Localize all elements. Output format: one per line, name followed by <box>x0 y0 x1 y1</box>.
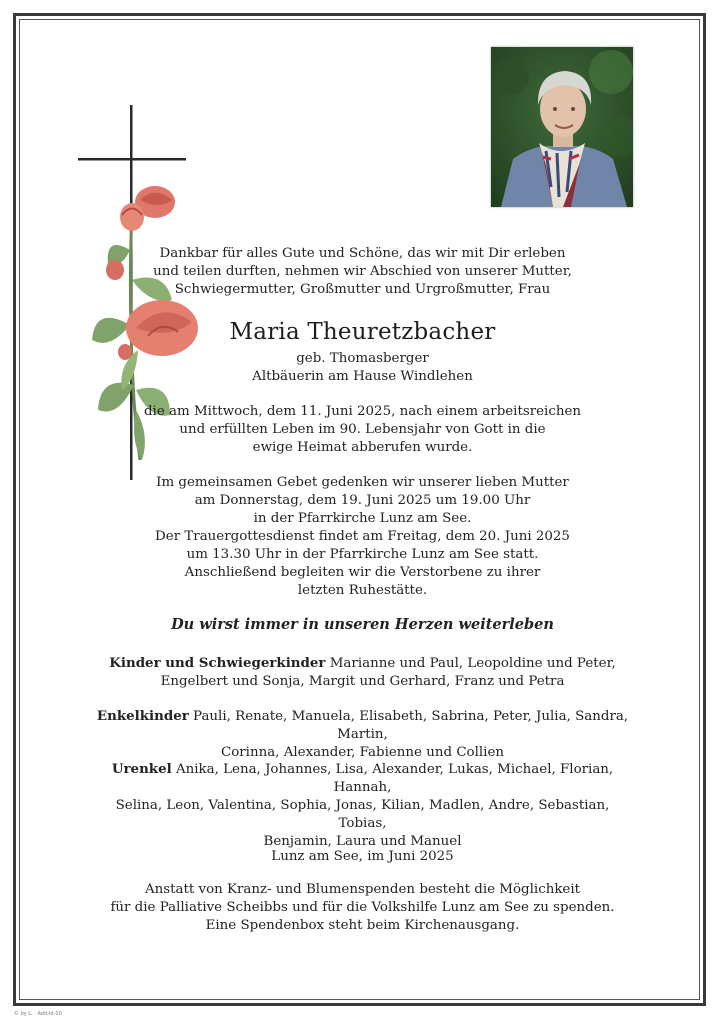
intro-line: Dankbar für alles Gute und Schöne, das wir mit Dir erleben <box>159 246 566 261</box>
motto: Du wirst immer in unseren Herzen weiterleben <box>171 616 554 633</box>
intro-line: Schwiegermutter, Großmutter und Urgroßmutter, Frau <box>174 282 551 297</box>
death-notice <box>90 403 635 457</box>
death-line: die am Mittwoch, dem 11. Juni 2025, nach einem arbeitsreichen <box>143 404 582 419</box>
donation-line: Eine Spendenbox steht beim Kirchenausgang. <box>205 918 520 933</box>
grandchildren-line <box>90 707 635 744</box>
deceased-details <box>90 350 635 386</box>
service-line: Im gemeinsamen Gebet gedenken wir unserer lieben Mutter <box>156 475 569 490</box>
service-line: in der Pfarrkirche Lunz am See. <box>253 511 472 526</box>
service-line: letzten Ruhestätte. <box>297 583 428 598</box>
great-grandchildren-line: Benjamin, Laura und Manuel <box>263 834 462 849</box>
great-grandchildren-label: Urenkel <box>111 761 172 777</box>
death-line: ewige Heimat abberufen wurde. <box>252 440 473 455</box>
grandchildren-line: Corinna, Alexander, Fabienne und Collien <box>220 745 505 760</box>
children-label: Kinder und Schwiegerkinder <box>109 655 326 671</box>
service-line: um 13.30 Uhr in der Pfarrkirche Lunz am See statt. <box>186 547 539 562</box>
grandchildren-list <box>90 707 635 762</box>
great-grandchildren-line <box>90 760 635 797</box>
great-grandchildren-list <box>90 760 635 851</box>
grandchildren-names: Pauli, Renate, Manuela, Elisabeth, Sabrina, Peter, Julia, Sandra, Martin, <box>188 709 629 742</box>
great-grandchildren-names: Anika, Lena, Johannes, Lisa, Alexander, Lukas, Michael, Florian, Hannah, <box>171 762 614 795</box>
portrait-photo <box>491 47 633 207</box>
service-line: Der Trauergottesdienst findet am Freitag, dem 20. Juni 2025 <box>155 529 570 544</box>
donation-line: für die Palliative Scheibbs und für die Volkshilfe Lunz am See zu spenden. <box>110 900 615 915</box>
service-line: Anschließend begleiten wir die Verstorbene zu ihrer <box>184 565 541 580</box>
donation-info <box>90 881 635 935</box>
service-info <box>90 474 635 600</box>
footer-mark: © by L. · Add-Id-10 <box>14 1011 62 1017</box>
donation-line: Anstatt von Kranz- und Blumenspenden besteht die Möglichkeit <box>144 882 581 897</box>
service-line: am Donnerstag, dem 19. Juni 2025 um 19.00 Uhr <box>194 493 531 508</box>
great-grandchildren-line: Selina, Leon, Valentina, Sophia, Jonas, Kilian, Madlen, Andre, Sebastian, Tobias, <box>115 798 610 831</box>
place-date: Lunz am See, im Juni 2025 <box>271 849 454 864</box>
deceased-name: Maria Theuretzbacher <box>229 319 496 345</box>
children-names: Marianne und Paul, Leopoldine und Peter, <box>325 656 616 671</box>
birth-name: geb. Thomasberger <box>296 351 429 366</box>
deceased-title: Altbäuerin am Hause Windlehen <box>252 369 473 384</box>
grandchildren-label: Enkelkinder <box>96 708 189 724</box>
intro-text <box>90 245 635 299</box>
children-line <box>90 654 635 673</box>
children-list <box>90 654 635 691</box>
intro-line: und teilen durften, nehmen wir Abschied von unserer Mutter, <box>153 264 572 279</box>
children-line: Engelbert und Sonja, Margit und Gerhard, Franz und Petra <box>160 674 565 689</box>
death-line: und erfüllten Leben im 90. Lebensjahr von Gott in die <box>179 422 546 437</box>
